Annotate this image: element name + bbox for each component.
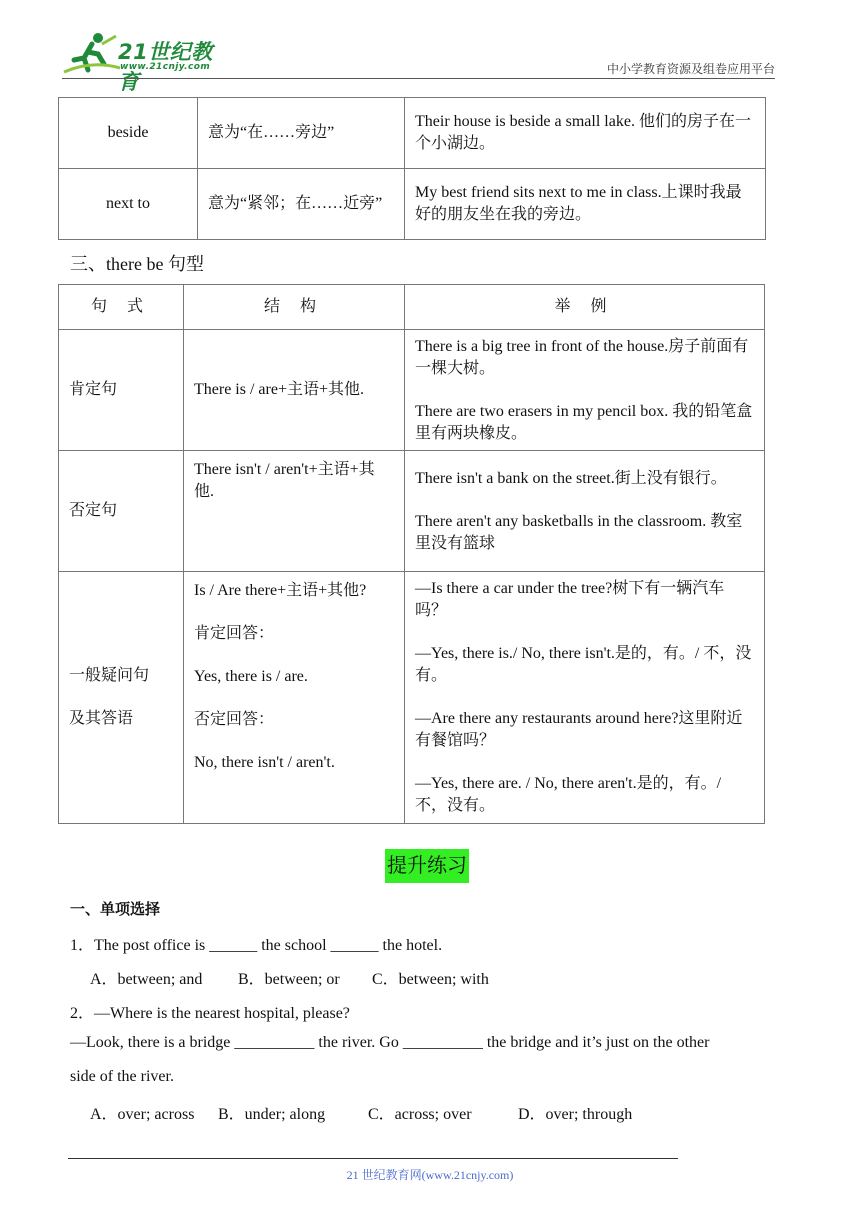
structure-text: 肯定回答： <box>194 625 275 642</box>
table-row <box>59 330 765 451</box>
option-a[interactable]: A．over; across <box>90 1106 195 1123</box>
question-1-options <box>90 966 489 989</box>
example-cell <box>405 330 765 451</box>
option-a[interactable]: A．between; and <box>90 971 203 988</box>
footer-text: 21 世纪教育网(www.21cnjy.com) <box>346 1168 514 1182</box>
structure-text: Is / Are there+主语+其他? <box>194 582 367 599</box>
table-header-row <box>59 285 765 330</box>
example-text: —Is there a car under the tree?树下有一辆汽车吗？ <box>415 580 725 619</box>
there-be-table <box>58 284 765 824</box>
section-title: 三、there be 句型 <box>70 254 204 274</box>
example-cell <box>405 451 765 572</box>
example-text: There aren't any basketballs in the classroom. 教室里没有篮球 <box>415 512 743 552</box>
option-b[interactable]: B．between; or <box>238 971 340 988</box>
example-text: There is a big tree in front of the house.房子前面有一棵大树。 <box>415 337 749 377</box>
structure-text: 否定回答： <box>194 711 275 728</box>
question-1-stem: 1．The post office is ______ the school ______ the hotel. <box>70 937 443 954</box>
example-text: There are two erasers in my pencil box. 我的铅笔盒里有两块橡皮。 <box>415 402 753 442</box>
example-text: There isn't a bank on the street.街上没有银行。 <box>415 469 727 487</box>
table-row <box>59 98 766 169</box>
header-divider <box>62 78 775 79</box>
platform-label: 中小学教育资源及组卷应用平台 <box>606 62 775 76</box>
option-c[interactable]: C．across; over <box>368 1106 472 1123</box>
footer-divider <box>68 1158 678 1159</box>
table-row <box>59 169 766 240</box>
option-d[interactable]: D．over; through <box>518 1106 633 1123</box>
column-header: 结 构 <box>184 285 405 330</box>
structure-text: Yes, there is / are. <box>194 668 308 685</box>
brand-name: 21世纪教育 <box>118 40 213 94</box>
type-cell: 否定句 <box>59 451 184 572</box>
type-cell <box>59 572 184 824</box>
structure-cell: There is / are+主语+其他. <box>184 330 405 451</box>
exercise-section-title: 一、单项选择 <box>70 900 161 918</box>
column-header: 句 式 <box>59 285 184 330</box>
question-2-stem-line2: —Look, there is a bridge __________ the river. Go __________ the bridge and it’s just on the other <box>70 1034 710 1051</box>
example-text: —Yes, there is./ No, there isn't.是的，有。/ 不，没有。 <box>415 645 752 684</box>
type-text: 一般疑问句 <box>69 667 150 684</box>
option-c[interactable]: C．between; with <box>372 971 489 988</box>
structure-text: No, there isn't / aren't. <box>194 754 335 771</box>
example-text: —Are there any restaurants around here?这里附近有餐馆吗？ <box>415 710 743 749</box>
brand-url: www.21cnjy.com <box>120 62 211 72</box>
table-row <box>59 451 765 572</box>
type-text: 及其答语 <box>69 710 134 727</box>
practice-title: 提升练习 <box>385 849 469 883</box>
meaning-cell: 意为“在……旁边” <box>198 98 405 169</box>
word-cell: next to <box>59 169 198 240</box>
example-cell: My best friend sits next to me in class.上课时我最好的朋友坐在我的旁边。 <box>405 169 766 240</box>
example-cell: Their house is beside a small lake. 他们的房子在一个小湖边。 <box>405 98 766 169</box>
question-2-stem: 2．—Where is the nearest hospital, please? <box>70 1005 350 1022</box>
example-cell <box>405 572 765 824</box>
word-cell: beside <box>59 98 198 169</box>
table-row <box>59 572 765 824</box>
question-2-stem-line3: side of the river. <box>70 1068 174 1085</box>
meaning-cell: 意为“紧邻；在……近旁” <box>198 169 405 240</box>
example-text: —Yes, there are. / No, there aren't.是的，有。/ 不，没有。 <box>415 775 722 814</box>
structure-cell: There isn't / aren't+主语+其他. <box>184 451 405 572</box>
prepositions-table <box>58 97 766 240</box>
runner-logo-icon <box>62 30 122 76</box>
type-cell: 肯定句 <box>59 330 184 451</box>
question-2-options <box>90 1101 632 1124</box>
page-header <box>0 0 860 94</box>
column-header: 举 例 <box>405 285 765 330</box>
logo <box>62 30 232 94</box>
option-b[interactable]: B．under; along <box>218 1106 326 1123</box>
structure-cell <box>184 572 405 824</box>
